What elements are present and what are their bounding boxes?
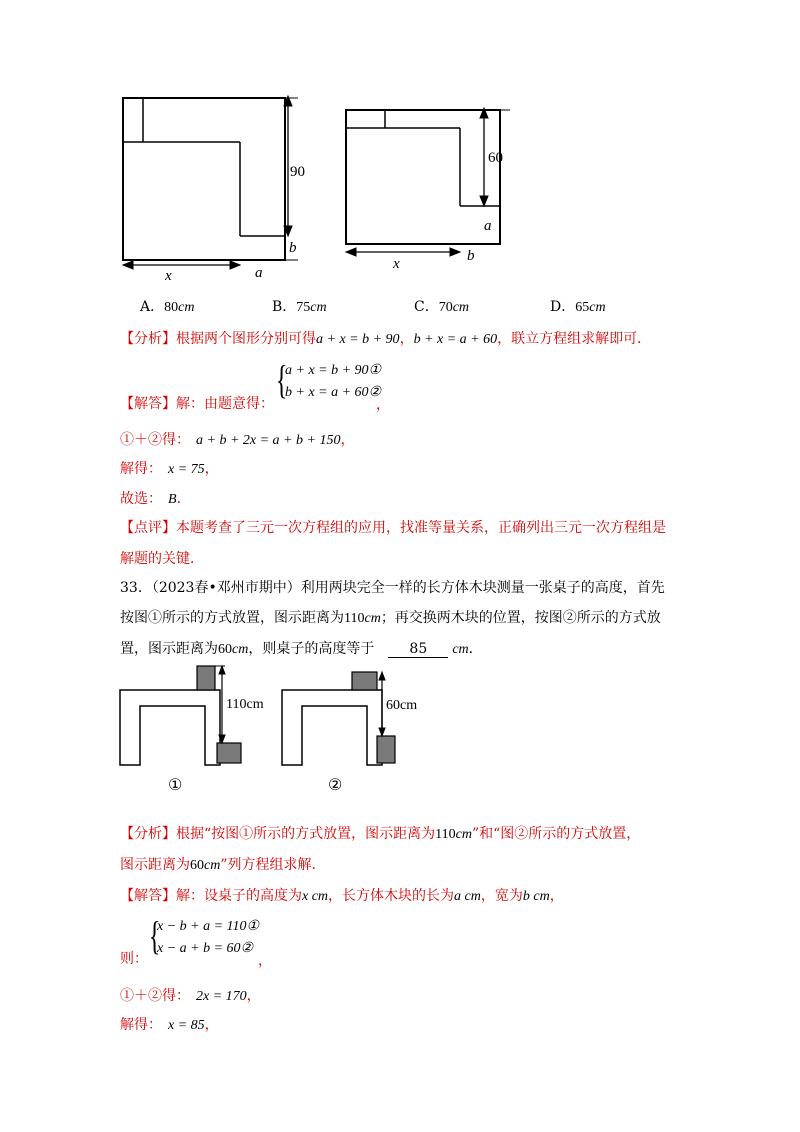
- analysis-text: ”列方程组求解．: [220, 857, 326, 873]
- block-1-top: [197, 666, 215, 690]
- q32-system-comma: ，: [376, 397, 390, 413]
- left-label-90: 90: [290, 164, 305, 180]
- choice-value: 70: [438, 300, 453, 315]
- caption-2: ②: [328, 777, 343, 794]
- choice-unit: cm: [589, 300, 606, 315]
- q32-system-eq2: b + x = a + 60②: [285, 385, 382, 400]
- right-label-x: x: [393, 256, 400, 272]
- unit: cm: [452, 642, 469, 657]
- q33-line3: [120, 638, 483, 658]
- choice-unit: cm: [310, 300, 327, 315]
- step-eq: a + b + 2x = a + b + 150: [196, 433, 341, 448]
- analysis-tag: 【分析】: [120, 826, 176, 842]
- solution-text: 解：由题意得：: [176, 396, 274, 412]
- analysis-eq2: b + x = a + 60: [413, 332, 498, 347]
- left-label-a: a: [255, 265, 263, 281]
- choice-value: 75: [296, 300, 311, 315]
- right-label-a: a: [484, 218, 492, 234]
- q32-analysis: [120, 328, 651, 348]
- question-text: （2023春•邓州市期中）利用两块完全一样的长方体木块测量一张桌子的高度，首先: [151, 580, 665, 596]
- figure-rectangles: [110, 90, 530, 290]
- choice-letter: B．: [272, 299, 297, 315]
- right-label-b: b: [467, 248, 475, 264]
- step-label: 故选：: [120, 491, 162, 507]
- step-eq: x = 85: [168, 1018, 205, 1033]
- q32-comment-line1: [120, 517, 666, 537]
- q33-line1: [120, 577, 665, 597]
- question-text: 按图①所示的方式放置，图示距离为: [120, 610, 344, 626]
- q32-step2: [120, 458, 219, 478]
- q33-step1: [120, 985, 261, 1005]
- step-label: 解得：: [120, 1017, 162, 1033]
- value: 110: [344, 611, 365, 626]
- analysis-text-2: ，联立方程组求解即可．: [497, 331, 652, 347]
- q33-system-eq2: x − a + b = 60②: [157, 941, 254, 956]
- left-label-x: x: [165, 268, 172, 284]
- choice-c: [414, 296, 469, 316]
- analysis-tag: 【分析】: [120, 331, 176, 347]
- left-label-b: b: [289, 240, 297, 256]
- solution-text: 解：设桌子的高度为: [176, 888, 302, 904]
- value: 60: [218, 642, 232, 657]
- step-label: 解得：: [120, 461, 162, 477]
- right-arrows: [346, 108, 488, 256]
- q33-line2: [120, 607, 661, 627]
- step-end: ，: [204, 1017, 219, 1033]
- solution-text: ，长方体木块的长为: [328, 888, 455, 904]
- analysis-text: 图示距离为: [120, 857, 190, 873]
- choice-unit: cm: [452, 300, 470, 315]
- var: x cm: [302, 889, 329, 904]
- step-end: ，: [204, 461, 219, 477]
- q33-analysis-line2: [120, 854, 326, 874]
- choice-letter: D．: [550, 299, 576, 315]
- step-eq: x = 75: [168, 462, 205, 477]
- step-eq: 2x = 170: [196, 989, 247, 1004]
- choice-unit: cm: [178, 300, 195, 315]
- block-2-top: [352, 672, 377, 690]
- value: 60: [190, 858, 204, 873]
- step-label: ①＋②得：: [120, 988, 190, 1004]
- q33-step2: [120, 1014, 219, 1034]
- solution-tag: 【解答】: [120, 888, 176, 904]
- step-end: ，: [340, 432, 355, 448]
- solution-tag: 【解答】: [120, 396, 176, 412]
- choice-d: [550, 296, 606, 316]
- block-1-bottom: [217, 743, 241, 763]
- question-text: 置，图示距离为: [120, 641, 218, 657]
- q32-system-eq1: a + x = b + 90①: [285, 363, 382, 378]
- var: a cm: [454, 889, 481, 904]
- unit: cm: [232, 642, 249, 657]
- question-text: ，则桌子的高度等于: [248, 641, 375, 657]
- q32-solution-label: [120, 393, 274, 413]
- comment-text: 本题考查了三元一次方程组的应用，找准等量关系，正确列出三元一次方程组是: [176, 520, 666, 536]
- analysis-text: 根据“按图①所示的方式放置，图示距离为: [176, 826, 436, 842]
- solution-text: ，: [549, 888, 564, 904]
- solution-text: ，宽为: [480, 888, 523, 904]
- choice-value: 65: [575, 300, 590, 315]
- figure-table-blocks: [110, 660, 450, 800]
- q33-brace: {: [148, 913, 161, 958]
- right-label-60: 60: [488, 150, 503, 166]
- value: 110: [435, 827, 456, 842]
- left-diagram: [123, 98, 298, 260]
- q33-system-eq1: x − b + a = 110①: [157, 919, 260, 934]
- comment-tag: 【点评】: [120, 520, 176, 536]
- var: b cm: [522, 889, 550, 904]
- step-eq: B: [168, 492, 177, 507]
- q33-then-label: 则：: [120, 951, 148, 967]
- q32-step1: [120, 429, 354, 449]
- block-2-bottom: [377, 736, 395, 763]
- q32-step3: [120, 488, 191, 508]
- q33-solution: [120, 885, 564, 905]
- separator: ，: [399, 331, 414, 347]
- unit: cm: [364, 611, 381, 626]
- q33-analysis-line1: [120, 823, 640, 843]
- label-110cm: 110cm: [226, 697, 264, 712]
- choice-b: [272, 296, 327, 316]
- q32-comment-line2: 解题的关键．: [120, 551, 204, 567]
- step-label: ①＋②得：: [120, 432, 190, 448]
- answer-blank: 85: [388, 641, 448, 658]
- q32-brace: {: [275, 357, 288, 402]
- analysis-text: 根据两个图形分别可得: [176, 331, 316, 347]
- choice-value: 80: [164, 300, 179, 315]
- table-1: [120, 690, 220, 765]
- question-text: ；再交换两木块的位置，按图②所示的方式放: [380, 610, 661, 626]
- step-end: ，: [246, 988, 261, 1004]
- choice-letter: A．: [140, 299, 165, 315]
- label-60cm: 60cm: [386, 698, 418, 713]
- unit: cm: [204, 858, 221, 873]
- unit: cm: [455, 827, 472, 842]
- left-arrows: [123, 96, 292, 269]
- q33-system-comma: ，: [258, 953, 272, 969]
- choice-a: [140, 296, 194, 316]
- choice-letter: C．: [414, 299, 439, 315]
- analysis-eq1: a + x = b + 90: [316, 332, 400, 347]
- step-end: ．: [176, 491, 191, 507]
- analysis-text: ”和“图②所示的方式放置，: [471, 826, 641, 842]
- table-2: [282, 690, 382, 765]
- caption-1: ①: [168, 777, 183, 794]
- question-text: ．: [468, 641, 483, 657]
- question-number: 33．: [120, 580, 152, 596]
